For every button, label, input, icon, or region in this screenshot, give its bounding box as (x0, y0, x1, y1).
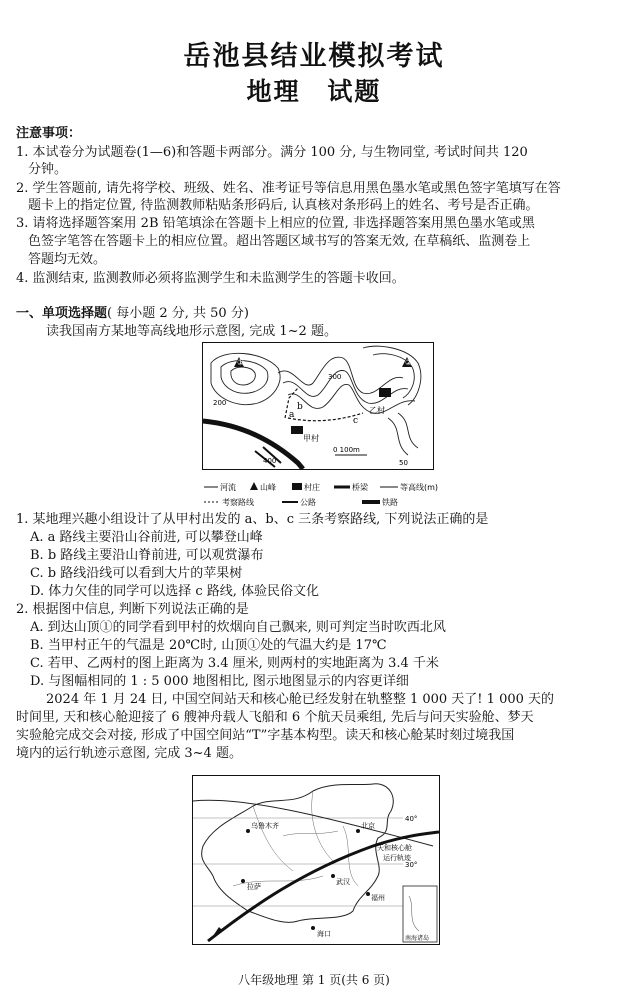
question-1-option-a: A. a 路线主要沿山谷前进, 可以攀登山峰 (30, 530, 263, 545)
lat-30-label: 30° (405, 861, 418, 869)
exam-subtitle (0, 72, 628, 108)
lat-40-label: 40° (405, 815, 418, 823)
notes-heading: 注意事项： (16, 126, 82, 141)
orbit-label-line2: 运行轨迹 (383, 854, 411, 862)
passage-line: 时间里, 天和核心舱迎接了 6 艘神舟载人飞船和 6 个航天员乘组, 先后与问天实验舱、梦天 (16, 710, 534, 725)
orbit-map-figure (193, 776, 439, 944)
subject-label: 地理 (246, 77, 301, 106)
passage-line: 实验舱完成交会对接, 形成了中国空间站“T”字基本构型。读天和核心舱某时刻过境我国 (16, 728, 515, 743)
section-intro: 读我国南方某地等高线地形示意图, 完成 1~2 题。 (46, 324, 337, 339)
legend-item-peak: 山峰 (260, 483, 276, 492)
route-a-label: a (289, 410, 295, 420)
south-sea-islands-label: 南海诸岛 (405, 935, 430, 942)
passage-line: 2024 年 1 月 24 日, 中国空间站天和核心舱已经发射在轨整整 1 000 天了! 1 000 天的 (46, 692, 555, 707)
question-1-stem: 1. 某地理兴趣小组设计了从甲村出发的 a、b、c 三条考察路线, 下列说法正确的是 (16, 512, 489, 527)
legend-figure (202, 477, 442, 507)
contour-map-legend (202, 477, 442, 507)
question-1-option-d: D. 体力欠佳的同学可以选择 c 路线, 体验民俗文化 (30, 584, 320, 599)
question-2-stem: 2. 根据图中信息, 判断下列说法正确的是 (16, 602, 249, 617)
peak-2-label: ② (405, 358, 413, 367)
contour-map (202, 342, 434, 470)
section-score-note: ( 每小题 2 分, 共 50 分) (107, 306, 249, 321)
legend-item-railway: 铁路 (382, 498, 398, 507)
legend-item-route: 考察路线 (222, 498, 254, 507)
paper-label: 试题 (327, 77, 382, 106)
legend-item-contour: 等高线(m) (400, 483, 439, 492)
notes-line: 4. 监测结束, 监测教师必须将监测学生和未监测学生的答题卡收回。 (16, 271, 405, 286)
question-2-option-d: D. 与图幅相同的 1 : 5 000 地图相比, 图示地图显示的内容更详细 (30, 674, 409, 689)
legend-item-road: 公路 (300, 498, 316, 507)
notes-line: 题卡上的指定位置, 待监测教师粘贴条形码后, 认真核对条形码上的姓名、考号是否正确。 (28, 198, 539, 213)
legend-item-village: 村庄 (304, 483, 320, 492)
notes-line: 2. 学生答题前, 请先将学校、班级、姓名、准考证号等信息用黑色墨水笔或黑色签字笔填写在答 (16, 181, 561, 196)
section-heading (16, 306, 616, 322)
notes-line: 色签字笔答在答题卡上的相应位置。超出答题区域书写的答案无效, 在草稿纸、监测卷上 (28, 234, 531, 249)
question-2-option-b: B. 当甲村正午的气温是 20℃时, 山顶①处的气温大约是 17℃ (30, 638, 387, 653)
scale-bar-label: 0 100m (333, 446, 360, 454)
contour-label-400: 400 (263, 457, 277, 465)
legend-item-bridge: 桥梁 (352, 483, 368, 492)
question-2-option-a: A. 到达山顶①的同学看到甲村的炊烟向自己飘来, 则可判定当时吹西北风 (30, 620, 446, 635)
page-footer: 八年级地理 第 1 页(共 6 页) (238, 973, 390, 987)
contour-label-300: 300 (328, 373, 342, 381)
contour-map-figure (203, 343, 433, 469)
peak-1-label: ① (237, 358, 245, 367)
city-lhasa-label: 拉萨 (247, 883, 261, 891)
notes-line: 分钟。 (28, 162, 68, 177)
city-beijing-label: 北京 (361, 822, 375, 830)
route-c-label: c (353, 416, 359, 426)
orbit-label-line1: 天和核心舱 (377, 844, 412, 852)
contour-label-50: 50 (399, 459, 408, 467)
route-b-label: b (297, 402, 303, 412)
city-haikou-label: 海口 (317, 930, 331, 938)
question-1-option-b: B. b 路线主要沿山脊前进, 可以观赏瀑布 (30, 548, 264, 563)
section-title: 一、单项选择题 (16, 306, 108, 321)
question-1-option-c: C. b 路线沿线可以看到大片的苹果树 (30, 566, 243, 581)
notes-line: 答题均无效。 (28, 252, 107, 267)
village-yi-label: 乙村 (369, 406, 385, 415)
notes-line: 3. 请将选择题答案用 2B 铅笔填涂在答题卡上相应的位置, 非选择题答案用黑色墨水笔或黑 (16, 216, 535, 231)
exam-title: 岳池县结业模拟考试 (183, 41, 445, 72)
notes-line: 1. 本试卷分为试题卷(1—6)和答题卡两部分。满分 100 分, 与生物同堂, 考试时间共 120 (16, 145, 528, 160)
city-wuhan-label: 武汉 (336, 878, 350, 886)
passage-line: 境内的运行轨迹示意图, 完成 3~4 题。 (16, 746, 242, 761)
contour-label-200: 200 (213, 399, 227, 407)
question-2-option-c: C. 若甲、乙两村的图上距离为 3.4 厘米, 则两村的实地距离为 3.4 千米 (30, 656, 439, 671)
city-urumqi-label: 乌鲁木齐 (251, 822, 279, 830)
city-fuzhou-label: 福州 (371, 894, 385, 902)
village-jia-label: 甲村 (303, 434, 319, 443)
orbit-map (192, 775, 440, 945)
legend-item-river: 河流 (220, 483, 236, 492)
